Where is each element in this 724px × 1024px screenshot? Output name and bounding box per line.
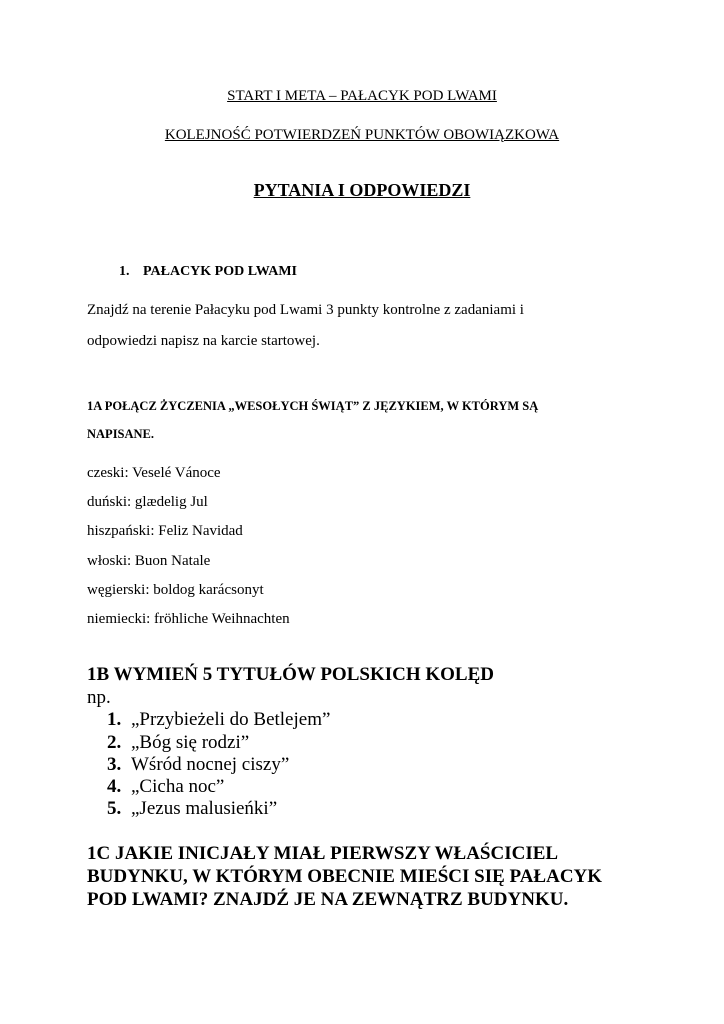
section-number: 1. [119, 264, 130, 279]
carol-title: „Przybieżeli do Betlejem” [131, 709, 331, 730]
section-heading [119, 264, 297, 280]
carol-title: Wśród nocnej ciszy” [131, 754, 290, 775]
question-1b-heading: 1B WYMIEŃ 5 TYTUŁÓW POLSKICH KOLĘD [87, 664, 494, 685]
section-paragraph-line-2: odpowiedzi napisz na karcie startowej. [87, 333, 320, 349]
carol-item [107, 776, 224, 798]
carol-title: „Cicha noc” [131, 776, 225, 797]
carol-item [107, 754, 289, 776]
greeting-item-italian: włoski: Buon Natale [87, 553, 211, 569]
header-start-meta: START I META – PAŁACYK POD LWAMI [227, 88, 497, 104]
greeting-item-spanish: hiszpański: Feliz Navidad [87, 523, 243, 539]
carol-number: 1. [107, 709, 122, 730]
page-title: PYTANIA I ODPOWIEDZI [253, 180, 471, 200]
section-paragraph-line-1: Znajdź na terenie Pałacyku pod Lwami 3 punkty kontrolne z zadaniami i [87, 302, 524, 318]
greeting-item-czech: czeski: Veselé Vánoce [87, 465, 221, 481]
question-1b-np: np. [87, 687, 111, 708]
greeting-item-danish: duński: glædelig Jul [87, 494, 208, 510]
question-1c-line-2: BUDYNKU, W KTÓRYM OBECNIE MIEŚCI SIĘ PAŁACYK [87, 866, 603, 887]
carol-item [107, 798, 277, 820]
carol-number: 4. [107, 776, 122, 797]
question-1a-line-2: NAPISANE. [87, 427, 155, 441]
question-1a-line-1: 1A POŁĄCZ ŻYCZENIA „WESOŁYCH ŚWIĄT” Z JĘZYKIEM, W KTÓRYM SĄ [87, 399, 539, 413]
carol-number: 2. [107, 732, 122, 753]
greeting-item-hungarian: węgierski: boldog karácsonyt [87, 582, 264, 598]
carol-number: 5. [107, 798, 122, 819]
section-title: PAŁACYK POD LWAMI [143, 264, 298, 279]
question-1c-line-1: 1C JAKIE INICJAŁY MIAŁ PIERWSZY WŁAŚCICIEL [87, 843, 559, 864]
carol-number: 3. [107, 754, 122, 775]
question-1c-line-3: POD LWAMI? ZNAJDŹ JE NA ZEWNĄTRZ BUDYNKU. [87, 889, 569, 910]
greeting-item-german: niemiecki: fröhliche Weihnachten [87, 611, 290, 627]
carol-item [107, 732, 249, 754]
carol-item [107, 709, 330, 731]
carol-title: „Bóg się rodzi” [131, 732, 250, 753]
carol-title: „Jezus malusieńki” [131, 798, 278, 819]
header-order-note: KOLEJNOŚĆ POTWIERDZEŃ PUNKTÓW OBOWIĄZKOWA [164, 127, 560, 143]
